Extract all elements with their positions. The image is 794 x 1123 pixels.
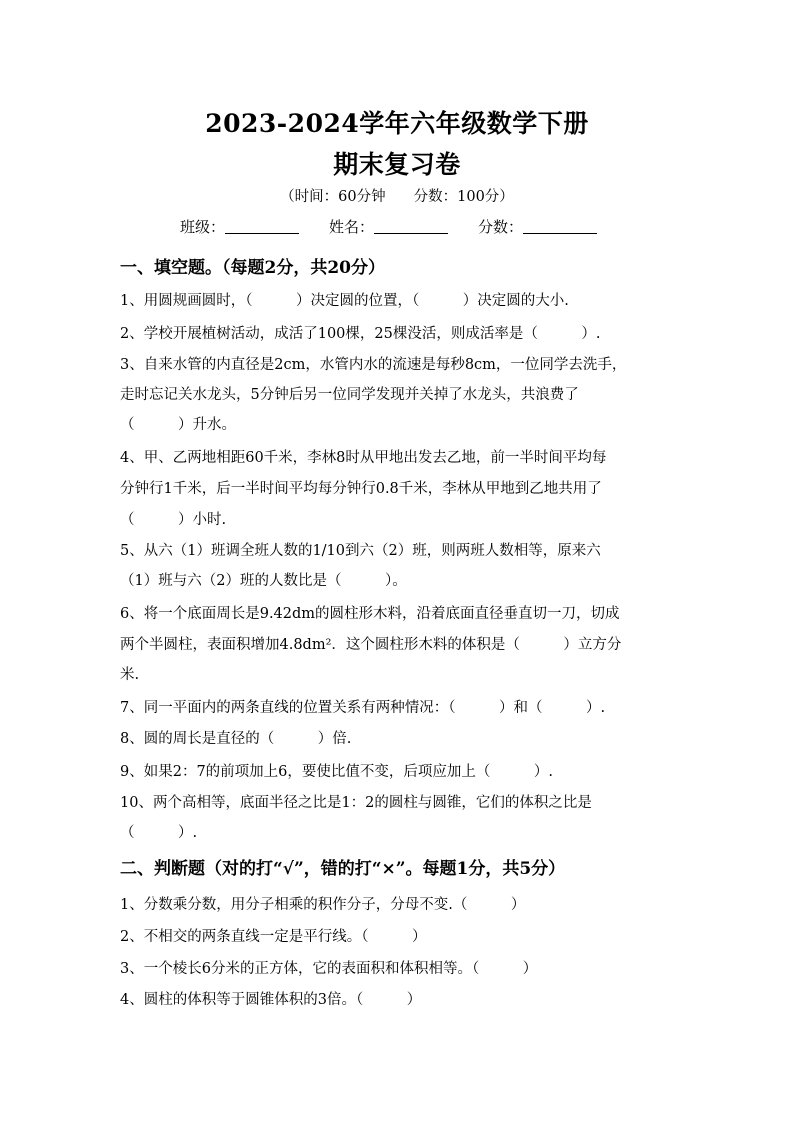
exam-meta bbox=[0, 185, 794, 206]
name-blank[interactable] bbox=[374, 233, 448, 234]
question-line: （ ）小时. bbox=[120, 512, 227, 528]
question-line: 2、学校开展植树活动，成活了100棵，25棵没活，则成活率是（ ）. bbox=[120, 326, 601, 342]
class-label: 班级： bbox=[180, 218, 226, 236]
question-line: 5、从六（1）班调全班人数的1/10到六（2）班，则两班人数相等，原来六 bbox=[120, 543, 601, 559]
time-limit: （时间：60分钟 bbox=[280, 189, 386, 205]
question-line: 走时忘记关水龙头，5分钟后另一位同学发现并关掉了水龙头，共浪费了 bbox=[120, 387, 579, 403]
question-line: 6、将一个底面周长是9.42dm的圆柱形木料，沿着底面直径垂直切一刀，切成 bbox=[120, 606, 620, 622]
exam-title: 2023-2024学年六年级数学下册 bbox=[205, 109, 589, 138]
question-line: 10、两个高相等，底面半径之比是1：2的圆柱与圆锥，它们的体积之比是 bbox=[120, 795, 592, 811]
question-line: 7、同一平面内的两条直线的位置关系有两种情况：（ ）和（ ）. bbox=[120, 700, 606, 716]
question-line: 两个半圆柱，表面积增加4.8dm²．这个圆柱形木料的体积是（ ）立方分 bbox=[120, 637, 622, 653]
question-line: 9、如果2：7的前项加上6，要使比值不变，后项应加上（ ）. bbox=[120, 764, 554, 780]
student-info-row bbox=[180, 216, 627, 237]
score-label: 分数： bbox=[478, 218, 524, 236]
question-line: 分钟行1千米，后一半时间平均每分钟行0.8千米，李林从甲地到乙地共用了 bbox=[120, 481, 602, 497]
exam-subtitle: 期末复习卷 bbox=[333, 150, 461, 179]
question-line: 4、圆柱的体积等于圆锥体积的3倍。（ ） bbox=[120, 992, 422, 1008]
question-line: 8、圆的周长是直径的（ ）倍. bbox=[120, 731, 352, 747]
name-label: 姓名： bbox=[329, 218, 375, 236]
question-line: 3、自来水管的内直径是2cm，水管内水的流速是每秒8cm，一位同学去洗手， bbox=[120, 357, 627, 373]
question-line: 4、甲、乙两地相距60千米，李林8时从甲地出发去乙地，前一半时间平均每 bbox=[120, 450, 607, 466]
question-line: 3、一个棱长6分米的正方体，它的表面积和体积相等。（ ） bbox=[120, 961, 538, 977]
question-line: 1、分数乘分数，用分子相乘的积作分子，分母不变.（ ） bbox=[120, 897, 526, 913]
question-line: 2、不相交的两条直线一定是平行线。（ ） bbox=[120, 929, 427, 945]
question-line: 米. bbox=[120, 667, 140, 683]
class-blank[interactable] bbox=[225, 233, 299, 234]
section-fill-blank-heading: 一、填空题。（每题2分，共20分） bbox=[120, 258, 385, 278]
question-line: （1）班与六（2）班的人数比是（ ）。 bbox=[120, 573, 407, 589]
section-true-false-heading: 二、判断题（对的打“√”，错的打“×”。每题1分，共5分） bbox=[120, 859, 566, 879]
total-score: 分数：100分） bbox=[413, 189, 514, 205]
question-line: 1、用圆规画圆时，（ ）决定圆的位置，（ ）决定圆的大小. bbox=[120, 293, 569, 309]
question-line: （ ）. bbox=[120, 825, 198, 841]
score-blank[interactable] bbox=[523, 233, 597, 234]
question-line: （ ）升水。 bbox=[120, 417, 236, 433]
